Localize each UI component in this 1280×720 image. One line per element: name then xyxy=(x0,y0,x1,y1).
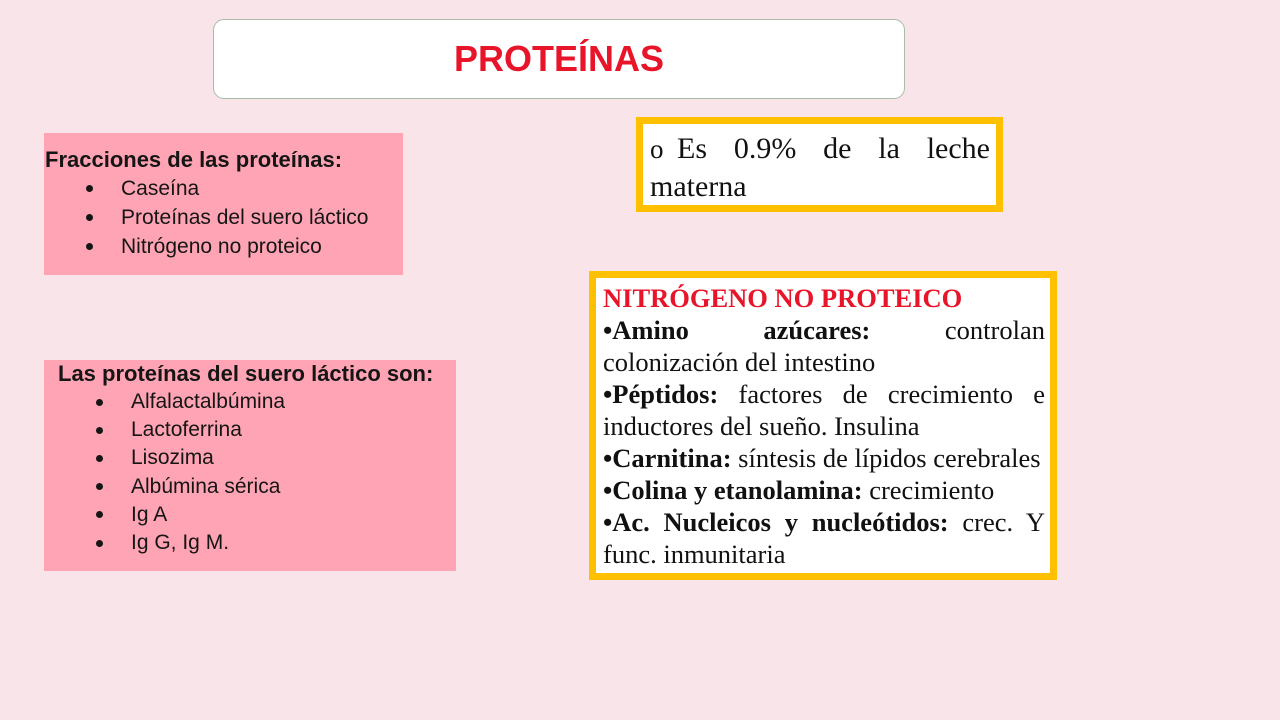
list-item xyxy=(44,232,368,261)
percentage-statement: Es 0.9% de la leche materna xyxy=(650,131,990,203)
bullet-dot xyxy=(96,483,103,490)
list-item-label: Albúmina sérica xyxy=(131,474,281,498)
item-term: Carnitina: xyxy=(612,442,732,473)
list-item xyxy=(44,501,285,529)
list-item xyxy=(44,388,285,416)
list-item-label: Alfalactalbúmina xyxy=(131,390,286,413)
list-item-label: Ig A xyxy=(131,502,168,526)
bullet-dot xyxy=(96,427,103,434)
item-term: Amino azúcares: xyxy=(612,314,871,345)
npn-item xyxy=(603,506,1045,570)
bullet-dot xyxy=(96,540,103,547)
item-term: Ac. Nucleicos y nucleótidos: xyxy=(612,507,949,538)
npn-item xyxy=(603,442,1045,474)
list-item-label: Caseína xyxy=(121,177,200,200)
percentage-text xyxy=(650,130,990,205)
list-item xyxy=(44,529,285,557)
npn-item xyxy=(603,314,1045,378)
title-box xyxy=(213,19,905,99)
bullet-dot xyxy=(86,185,93,192)
bullet-dot xyxy=(96,455,103,462)
item-description: crecimiento xyxy=(869,475,995,506)
list-item-label: Lactoferrina xyxy=(131,418,242,442)
list-item xyxy=(44,444,285,472)
item-description: factores de crecimiento e inductores del sueño. Insulina xyxy=(603,378,1045,441)
circle-bullet: o xyxy=(650,133,664,164)
list-item xyxy=(44,473,285,501)
item-term: Péptidos: xyxy=(612,378,719,409)
list-item-label: Proteínas del suero láctico xyxy=(121,206,369,229)
whey-heading: Las proteínas del suero láctico son: xyxy=(58,361,434,386)
npn-item xyxy=(603,474,1045,506)
item-description: controlan colonización del intestino xyxy=(603,314,1045,377)
npn-item xyxy=(603,378,1045,442)
npn-heading: NITRÓGENO NO PROTEICO xyxy=(603,282,963,313)
item-description: síntesis de lípidos cerebrales xyxy=(738,442,1041,473)
item-description: crec. Y func. inmunitaria xyxy=(603,507,1045,570)
bullet-dot xyxy=(86,243,93,250)
bullet: • xyxy=(603,378,613,409)
bullet-dot xyxy=(96,399,103,406)
fractions-heading: Fracciones de las proteínas: xyxy=(45,147,343,172)
list-item xyxy=(44,416,285,444)
slide-title: PROTEÍNAS xyxy=(453,38,665,79)
item-term: Colina y etanolamina: xyxy=(612,475,863,506)
bullet: • xyxy=(603,507,613,538)
milk-percentage-box xyxy=(636,117,1003,212)
bullet-dot xyxy=(96,511,103,518)
whey-list xyxy=(44,388,285,557)
bullet-dot xyxy=(86,214,93,221)
list-item xyxy=(44,174,368,203)
list-item xyxy=(44,203,368,232)
whey-proteins-box xyxy=(44,360,456,571)
non-protein-nitrogen-box xyxy=(589,271,1057,580)
list-item-label: Ig G, Ig M. xyxy=(131,531,230,555)
bullet: • xyxy=(603,314,613,345)
bullet: • xyxy=(603,475,613,506)
fractions-list xyxy=(44,174,368,261)
list-item-label: Lisozima xyxy=(131,446,214,470)
bullet: • xyxy=(603,442,613,473)
protein-fractions-box xyxy=(44,133,403,275)
list-item-label: Nitrógeno no proteico xyxy=(121,235,322,258)
